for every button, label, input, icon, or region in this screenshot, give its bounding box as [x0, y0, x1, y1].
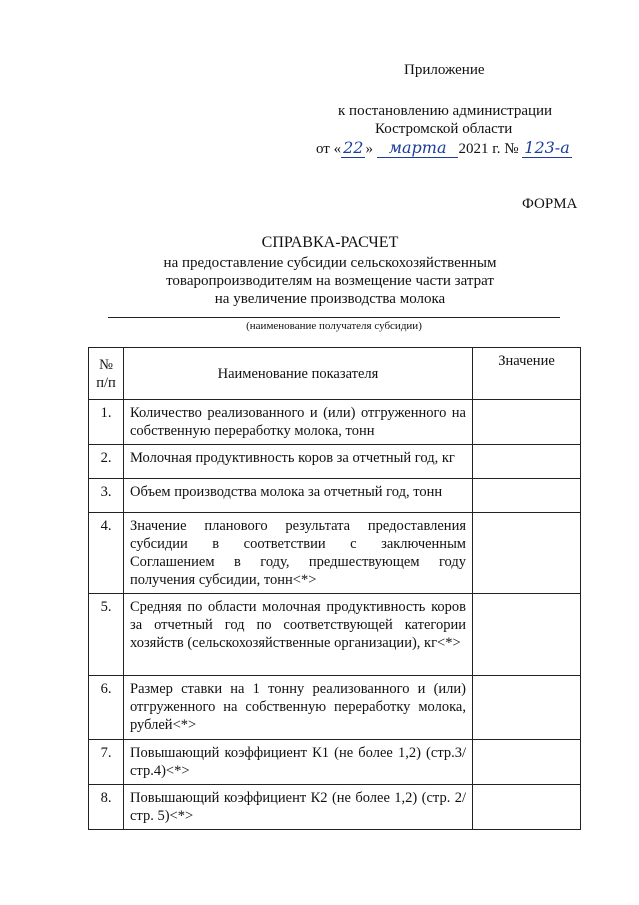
- row-num: 6.: [89, 676, 124, 740]
- row-num: 3.: [89, 479, 124, 513]
- row-value[interactable]: [473, 479, 581, 513]
- row-name: Повышающий коэффициент К1 (не более 1,2) (стр.3/стр.4)<*>: [124, 740, 473, 785]
- row-num: 8.: [89, 785, 124, 830]
- document-title: СПРАВКА-РАСЧЕТ: [261, 234, 399, 251]
- row-num: 1.: [89, 400, 124, 445]
- table-row: [89, 740, 581, 785]
- calculation-table: [88, 347, 581, 830]
- table-header-row: [89, 348, 581, 400]
- row-name: Средняя по области молочная продуктивность коров за отчетный год по соответствующей категории хозяйств (сельскохозяйственные организации), кг<*>: [124, 594, 473, 676]
- row-value[interactable]: [473, 594, 581, 676]
- row-name: Молочная продуктивность коров за отчетный год, кг: [124, 445, 473, 479]
- row-value[interactable]: [473, 400, 581, 445]
- decree-date-line: [316, 138, 572, 158]
- row-value[interactable]: [473, 513, 581, 594]
- decree-line-1: к постановлению администрации: [338, 103, 553, 119]
- subtitle-line: на увеличение производства молока: [214, 291, 446, 307]
- table-row: [89, 594, 581, 676]
- handwritten-day: 22: [343, 138, 364, 157]
- appendix-label: Приложение: [404, 62, 485, 78]
- row-num: 2.: [89, 445, 124, 479]
- date-prefix: от «: [316, 141, 342, 157]
- row-value[interactable]: [473, 676, 581, 740]
- header-num: № п/п: [89, 348, 124, 400]
- row-name: Объем производства молока за отчетный год, тонн: [124, 479, 473, 513]
- document-subtitle: [100, 254, 560, 308]
- table-row: [89, 785, 581, 830]
- date-mid: »: [365, 141, 373, 157]
- decree-line-2: Костромской области: [375, 121, 513, 137]
- table-row: [89, 479, 581, 513]
- row-num: 7.: [89, 740, 124, 785]
- handwritten-month: марта: [377, 138, 459, 158]
- date-year: 2021 г. №: [458, 141, 519, 157]
- row-name: Размер ставки на 1 тонну реализованного и (или) отгруженного на собственную переработку молока, рублей<*>: [124, 676, 473, 740]
- form-label: ФОРМА: [522, 196, 578, 212]
- row-num: 4.: [89, 513, 124, 594]
- table-row: [89, 676, 581, 740]
- table-row: [89, 513, 581, 594]
- row-num: 5.: [89, 594, 124, 676]
- subtitle-line: на предоставление субсидии сельскохозяйственным: [163, 255, 497, 271]
- table-row: [89, 400, 581, 445]
- row-value[interactable]: [473, 445, 581, 479]
- row-value[interactable]: [473, 785, 581, 830]
- header-value: Значение: [473, 348, 581, 400]
- recipient-underline: [108, 317, 560, 318]
- row-name: Повышающий коэффициент К2 (не более 1,2) (стр. 2/стр. 5)<*>: [124, 785, 473, 830]
- table-row: [89, 445, 581, 479]
- recipient-caption: (наименование получателя субсидии): [246, 320, 422, 332]
- row-name: Значение планового результата предоставления субсидии в соответствии с заключенным Соглашением в году, предшествующем году получения субсидии, тонн<*>: [124, 513, 473, 594]
- row-value[interactable]: [473, 740, 581, 785]
- subtitle-line: товаропроизводителям на возмещение части затрат: [166, 273, 494, 289]
- row-name: Количество реализованного и (или) отгруженного на собственную переработку молока, тонн: [124, 400, 473, 445]
- header-name: Наименование показателя: [124, 348, 473, 400]
- handwritten-decree-number: 123-а: [524, 138, 570, 157]
